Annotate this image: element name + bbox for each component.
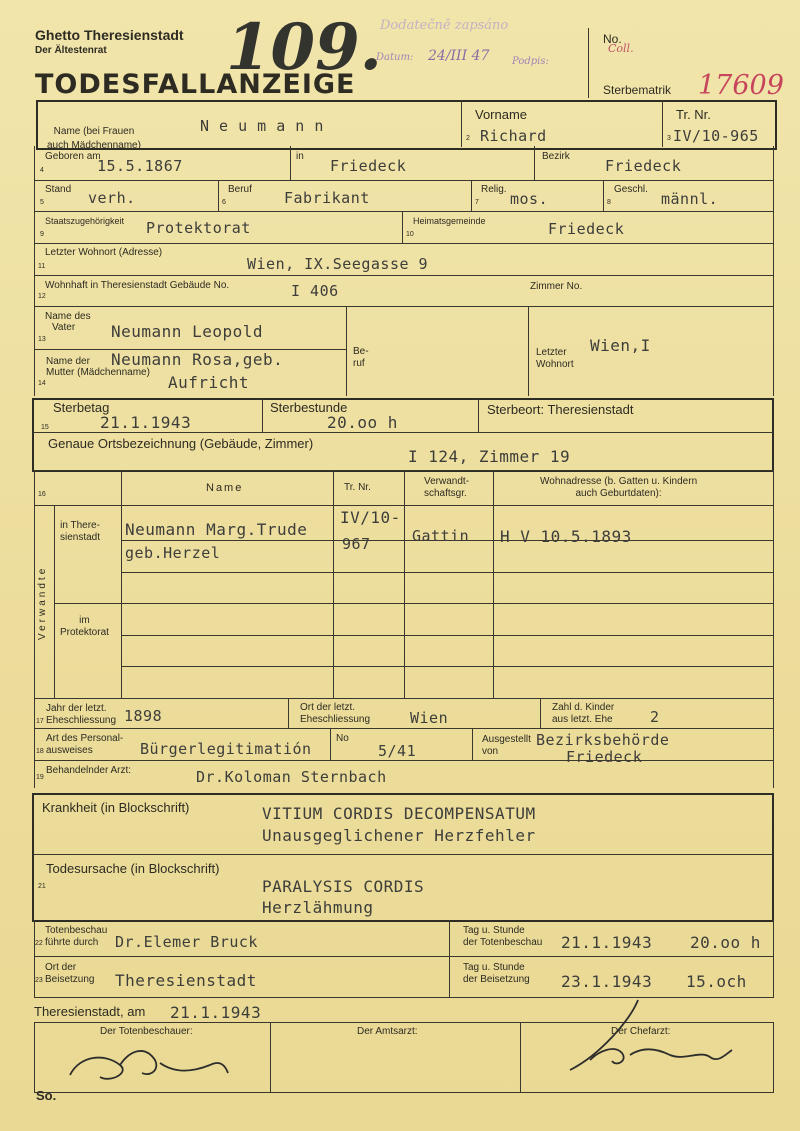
relative-trnr-1: IV/10- bbox=[340, 508, 401, 527]
divider bbox=[346, 306, 347, 396]
row-line bbox=[121, 572, 774, 573]
field-number: 3 bbox=[667, 135, 671, 142]
right-border bbox=[773, 1022, 774, 1092]
ausgestellt-value1: Bezirksbehörde bbox=[536, 731, 670, 749]
row-line bbox=[34, 180, 774, 181]
row-line bbox=[121, 666, 774, 667]
field-number: 17 bbox=[36, 718, 44, 725]
ursache-value1: PARALYSIS CORDIS bbox=[262, 877, 425, 896]
totenbeschau-label: Totenbeschau führte durch bbox=[45, 925, 108, 948]
surname-value: N e u m a n n bbox=[200, 117, 324, 135]
wohnort-label: Letzter Wohnort (Adresse) bbox=[45, 247, 163, 258]
tag-totenbeschau-date: 21.1.1943 bbox=[561, 933, 653, 952]
stamp-sign-label: Podpis: bbox=[512, 56, 549, 67]
divider bbox=[333, 470, 334, 698]
totenbeschauer-signature bbox=[60, 1035, 240, 1090]
ausgestellt-value2: Friedeck bbox=[566, 748, 643, 766]
divider bbox=[528, 306, 529, 396]
field-number: 23 bbox=[35, 977, 43, 984]
row-line bbox=[34, 956, 774, 957]
divider bbox=[478, 399, 479, 432]
geschl-label: Geschl. bbox=[614, 184, 648, 195]
left-border bbox=[34, 698, 35, 788]
stand-label: Stand bbox=[45, 184, 72, 195]
no-value: Coll. bbox=[608, 42, 634, 55]
in-theresienstadt-label: in There- sienstadt bbox=[60, 520, 101, 543]
ausgestellt-label: Ausgestellt von bbox=[482, 734, 531, 757]
row-line bbox=[34, 760, 774, 761]
divider bbox=[121, 470, 122, 698]
col-addr-header: Wohnadresse (b. Gatten u. Kindern auch Geburtdaten): bbox=[540, 476, 698, 499]
heirat-ort-value: Wien bbox=[410, 709, 449, 727]
field-number: 21 bbox=[38, 883, 46, 890]
parents-wohnort-value: Wien,I bbox=[590, 336, 651, 355]
divider bbox=[472, 728, 473, 760]
no-label: No. bbox=[603, 32, 622, 46]
divider bbox=[540, 698, 541, 728]
left-border bbox=[34, 1022, 35, 1092]
field-number: 7 bbox=[475, 199, 479, 206]
field-number: 9 bbox=[40, 231, 44, 238]
beisetzung-ort-label: Ort der Beisetzung bbox=[45, 962, 95, 985]
bezirk-label: Bezirk bbox=[542, 151, 570, 162]
in-label: in bbox=[296, 151, 304, 162]
col-name-header: Name bbox=[206, 482, 244, 494]
field-number: 13 bbox=[38, 336, 46, 343]
sterbestunde-label: Sterbestunde bbox=[270, 400, 348, 415]
sterbetag-label: Sterbetag bbox=[53, 400, 110, 415]
kinder-label: Zahl d. Kinder aus letzt. Ehe bbox=[552, 702, 615, 725]
col-trnr-header: Tr. Nr. bbox=[344, 482, 371, 493]
wohnhaft-value: I 406 bbox=[291, 282, 339, 300]
name-label bbox=[47, 110, 141, 151]
stamp-date-value: 24/III 47 bbox=[428, 48, 490, 64]
mutter-label2: Mutter (Mädchenname) bbox=[46, 367, 150, 378]
ortsbez-label: Genaue Ortsbezeichnung (Gebäude, Zimmer) bbox=[48, 436, 314, 451]
heirat-ort-label: Ort der letzt. Eheschliessung bbox=[300, 702, 371, 725]
left-border bbox=[34, 920, 35, 998]
ursache-label: Todesursache (in Blockschrift) bbox=[46, 861, 220, 876]
parents-wohnort-label: Letzter Wohnort bbox=[536, 347, 574, 370]
divider bbox=[461, 101, 462, 147]
divider bbox=[290, 146, 291, 180]
name-label-text: Name (bei Frauen auch Mädchenname) bbox=[47, 125, 141, 151]
chefarzt-label: Der Chefarzt: bbox=[611, 1026, 671, 1037]
vorname-label: Vorname bbox=[475, 107, 528, 122]
kinder-value: 2 bbox=[650, 708, 660, 726]
relative-name-2: geb.Herzel bbox=[125, 544, 221, 562]
heirat-jahr-label: Jahr der letzt. Eheschliessung bbox=[46, 703, 117, 726]
field-number: 14 bbox=[38, 380, 46, 387]
geboren-label: Geboren am bbox=[45, 151, 101, 162]
name-row-box bbox=[36, 100, 777, 150]
heimat-label: Heimatsgemeinde bbox=[413, 216, 486, 226]
relative-relation: Gattin bbox=[412, 527, 470, 545]
krankheit-value2: Unausgeglichener Herzfehler bbox=[262, 826, 536, 845]
stamp-text: Dodatečně zapsáno bbox=[380, 18, 509, 33]
sterbematrik-value: 17609 bbox=[698, 70, 784, 101]
amtsarzt-label: Der Amtsarzt: bbox=[357, 1026, 418, 1037]
sterbestunde-value: 20.oo h bbox=[327, 413, 398, 432]
bezirk-value: Friedeck bbox=[605, 157, 682, 175]
vorname-value: Richard bbox=[480, 127, 547, 145]
divider bbox=[404, 470, 405, 698]
divider bbox=[262, 399, 263, 432]
krankheit-label: Krankheit (in Blockschrift) bbox=[42, 800, 190, 815]
tag-beisetzung-label: Tag u. Stunde der Beisetzung bbox=[463, 962, 530, 985]
row-line bbox=[34, 275, 774, 276]
header-divider bbox=[588, 28, 589, 98]
row-line bbox=[121, 635, 774, 636]
field-number: 6 bbox=[222, 199, 226, 206]
row-line bbox=[34, 728, 774, 729]
vater-value: Neumann Leopold bbox=[111, 322, 263, 341]
relative-address: H V 10.5.1893 bbox=[500, 527, 632, 546]
row-line bbox=[54, 603, 774, 604]
stamp-date-label: Datum: bbox=[376, 52, 414, 63]
tag-beisetzung-time: 15.och bbox=[686, 972, 747, 991]
row-line bbox=[33, 854, 773, 855]
right-border bbox=[773, 920, 774, 998]
divider bbox=[603, 180, 604, 211]
divider bbox=[218, 180, 219, 211]
verwandte-side-label: Verwandte bbox=[37, 565, 48, 640]
ortsbez-value: I 124, Zimmer 19 bbox=[408, 447, 571, 466]
relative-trnr-2: 967 bbox=[342, 535, 371, 553]
arzt-label: Behandelnder Arzt: bbox=[46, 765, 132, 776]
relative-name-1: Neumann Marg.Trude bbox=[125, 520, 308, 539]
in-value: Friedeck bbox=[330, 157, 407, 175]
col-verw-header: Verwandt- schaftsgr. bbox=[424, 476, 470, 499]
divider bbox=[330, 728, 331, 760]
mutter-label1: Name der bbox=[46, 356, 90, 367]
divider bbox=[449, 920, 450, 997]
divider bbox=[54, 505, 55, 698]
staat-value: Protektorat bbox=[146, 219, 251, 237]
place-date-label: Theresienstadt, am bbox=[34, 1004, 146, 1019]
totenbeschau-value: Dr.Elemer Bruck bbox=[115, 933, 258, 951]
arzt-value: Dr.Koloman Sternbach bbox=[196, 768, 387, 786]
chefarzt-signature bbox=[560, 995, 740, 1095]
beruf-value: Fabrikant bbox=[284, 189, 370, 207]
mutter-value1: Neumann Rosa,geb. bbox=[111, 350, 284, 369]
totenbeschauer-label: Der Totenbeschauer: bbox=[100, 1026, 193, 1037]
field-number: 22 bbox=[35, 940, 43, 947]
relig-label: Relig. bbox=[481, 184, 507, 195]
death-box bbox=[32, 398, 774, 472]
trnr-value: IV/10-965 bbox=[673, 127, 759, 145]
tag-totenbeschau-time: 20.oo h bbox=[690, 933, 761, 952]
divider bbox=[662, 101, 663, 147]
row-line bbox=[33, 432, 773, 433]
field-number: 18 bbox=[36, 748, 44, 755]
ausweis-no-value: 5/41 bbox=[378, 742, 417, 760]
heimat-value: Friedeck bbox=[548, 220, 625, 238]
ausweis-art-value: Bürgerlegitimatión bbox=[140, 740, 312, 758]
row-line bbox=[34, 306, 774, 307]
field-number: 12 bbox=[38, 293, 46, 300]
field-number: 4 bbox=[40, 167, 44, 174]
parents-beruf-label: Be- ruf bbox=[353, 346, 369, 369]
sterbematrik-label: Sterbematrik bbox=[603, 83, 672, 97]
right-border bbox=[773, 698, 774, 788]
tag-beisetzung-date: 23.1.1943 bbox=[561, 972, 653, 991]
right-border bbox=[773, 146, 774, 396]
row-line bbox=[34, 698, 774, 699]
heirat-jahr-value: 1898 bbox=[124, 707, 163, 725]
divider bbox=[520, 1022, 521, 1092]
divider bbox=[402, 211, 403, 243]
divider bbox=[270, 1022, 271, 1092]
wohnort-value: Wien, IX.Seegasse 9 bbox=[247, 255, 429, 273]
so-note: So. bbox=[36, 1088, 57, 1103]
namedes-label: Name des bbox=[45, 311, 91, 322]
row-line bbox=[34, 243, 774, 244]
ausweis-art-label: Art des Personal- ausweises bbox=[46, 733, 124, 756]
mutter-value2: Aufricht bbox=[168, 373, 250, 392]
form-title: TODESFALLANZEIGE bbox=[35, 69, 356, 100]
tag-totenbeschau-label: Tag u. Stunde der Totenbeschau bbox=[463, 925, 543, 948]
sterbetag-value: 21.1.1943 bbox=[100, 413, 192, 432]
sterbeort-label: Sterbeort: Theresienstadt bbox=[487, 402, 634, 417]
ursache-value2: Herzlähmung bbox=[262, 898, 374, 917]
field-number: 5 bbox=[40, 199, 44, 206]
field-number: 10 bbox=[406, 231, 414, 238]
relig-value: mos. bbox=[510, 190, 549, 208]
left-border bbox=[34, 146, 35, 396]
stand-value: verh. bbox=[88, 189, 136, 207]
im-protektorat-label: im Protektorat bbox=[60, 615, 109, 638]
beisetzung-ort-value: Theresienstadt bbox=[115, 971, 257, 990]
divider bbox=[471, 180, 472, 211]
geschl-value: männl. bbox=[661, 190, 719, 208]
row-line bbox=[34, 211, 774, 212]
field-number: 15 bbox=[41, 424, 49, 431]
handwritten-number: 109. bbox=[226, 10, 382, 85]
geboren-value: 15.5.1867 bbox=[97, 157, 183, 175]
krankheit-value1: VITIUM CORDIS DECOMPENSATUM bbox=[262, 804, 536, 823]
org-line2: Der Ältestenrat bbox=[35, 45, 107, 56]
field-number: 16 bbox=[38, 491, 46, 498]
divider bbox=[288, 698, 289, 728]
field-number: 19 bbox=[36, 774, 44, 781]
wohnhaft-label: Wohnhaft in Theresienstadt Gebäude No. bbox=[45, 280, 230, 291]
org-line1: Ghetto Theresienstadt bbox=[35, 27, 184, 43]
divider bbox=[534, 146, 535, 180]
vater-label: Vater bbox=[52, 322, 76, 333]
field-number: 8 bbox=[607, 199, 611, 206]
zimmer-label: Zimmer No. bbox=[530, 281, 583, 292]
place-date-value: 21.1.1943 bbox=[170, 1003, 262, 1022]
divider bbox=[493, 470, 494, 698]
beruf-label: Beruf bbox=[228, 184, 252, 195]
field-number: 2 bbox=[466, 135, 470, 142]
field-number: 11 bbox=[38, 263, 46, 270]
staat-label: Staatszugehörigkeit bbox=[45, 216, 125, 226]
trnr-label: Tr. Nr. bbox=[676, 107, 711, 122]
ausweis-no-label: No bbox=[336, 733, 349, 744]
